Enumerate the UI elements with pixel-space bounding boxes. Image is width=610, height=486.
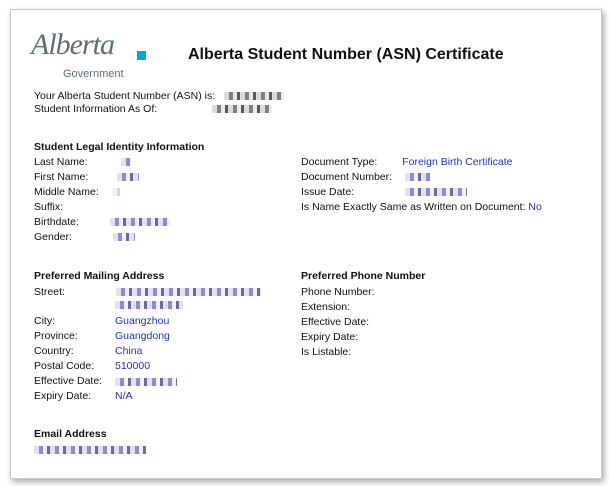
phone-heading: Preferred Phone Number [301,270,426,282]
name-same-label: Is Name Exactly Same as Written on Document: [301,201,526,213]
birthdate-row [34,216,170,229]
email-heading: Email Address [34,428,107,440]
province-value: Guangdong [115,330,170,342]
mailing-expiry-value: N/A [115,390,133,402]
postal-row [34,360,151,373]
postal-label: Postal Code: [34,360,95,372]
certificate-title: Alberta Student Number (ASN) Certificate [188,46,504,63]
logo-subtitle: Government [63,68,124,80]
mailing-heading: Preferred Mailing Address [34,270,165,282]
asn-redacted [224,92,284,100]
mailing-effective-redacted [115,378,177,386]
city-label: City: [34,315,55,327]
listable-label: Is Listable: [301,346,352,358]
logo-wordmark: Alberta [31,28,114,61]
gender-label: Gender: [34,231,72,243]
issue-date-redacted [405,188,467,196]
country-value: China [115,345,143,357]
country-label: Country: [34,345,74,357]
birthdate-redacted [110,218,170,226]
city-value: Guangzhou [115,315,170,327]
street-label: Street: [34,286,65,298]
mailing-effective-label: Effective Date: [34,375,103,387]
name-same-value: No [528,201,542,213]
last-name-redacted [121,158,131,166]
phone-effective-label: Effective Date: [301,316,370,328]
phone-number-label: Phone Number: [301,286,375,298]
identity-heading: Student Legal Identity Information [34,141,205,153]
asn-label: Your Alberta Student Number (ASN) is: [34,90,216,102]
info-as-of-row [34,103,272,116]
phone-effective-row [301,316,369,329]
middle-name-label: Middle Name: [34,186,99,198]
last-name-label: Last Name: [34,156,88,168]
logo-square-icon [137,51,146,60]
province-label: Province: [34,330,78,342]
name-same-row [301,201,542,214]
phone-number-row [301,286,375,299]
issue-date-label: Issue Date: [301,186,355,198]
gender-redacted [113,233,135,241]
alberta-government-logo [31,28,151,84]
last-name-row [34,156,131,169]
street-line-2-redacted [115,301,183,309]
phone-expiry-row [301,331,358,344]
document-type-label: Document Type: [301,156,378,168]
info-as-of-label: Student Information As Of: [34,103,158,115]
mailing-expiry-row [34,390,133,403]
province-row [34,330,170,343]
birthdate-label: Birthdate: [34,216,79,228]
street-line-2 [115,299,183,312]
middle-name-redacted [112,188,120,196]
document-type-value: Foreign Birth Certificate [402,156,513,168]
first-name-row [34,171,139,184]
asn-row [34,90,284,103]
street-row [34,286,261,299]
extension-label: Extension: [301,301,351,313]
phone-expiry-label: Expiry Date: [301,331,359,343]
certificate-page [10,9,602,479]
middle-name-row [34,186,120,199]
first-name-redacted [117,173,139,181]
document-type-row [301,156,512,169]
document-number-row [301,171,431,184]
extension-row [301,301,350,314]
listable-row [301,346,351,359]
email-row [34,444,146,457]
email-redacted [34,446,146,454]
issue-date-row [301,186,467,199]
suffix-label: Suffix: [34,201,63,213]
city-row [34,315,170,328]
document-number-label: Document Number: [301,171,393,183]
suffix-row [34,201,63,214]
mailing-expiry-label: Expiry Date: [34,390,92,402]
postal-value: 510000 [115,360,151,372]
info-as-of-redacted [212,105,272,113]
first-name-label: First Name: [34,171,89,183]
document-number-redacted [405,173,431,181]
gender-row [34,231,135,244]
country-row [34,345,143,358]
street-redacted [116,288,261,296]
mailing-effective-row [34,375,102,388]
